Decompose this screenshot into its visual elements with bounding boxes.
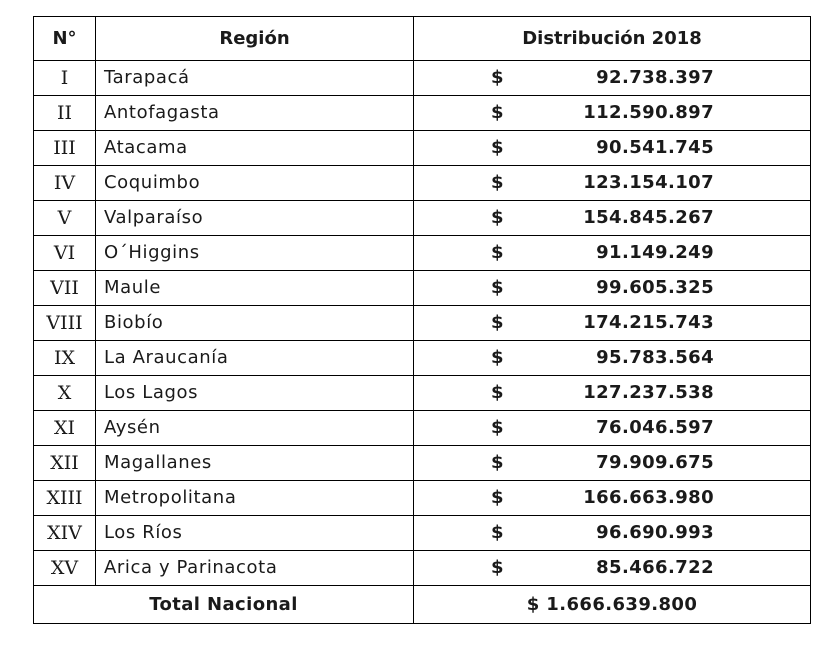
region-name: Tarapacá — [96, 61, 414, 96]
region-name: Los Lagos — [96, 376, 414, 411]
currency-symbol: $ — [491, 277, 504, 298]
region-number: III — [34, 131, 96, 166]
region-name: Los Ríos — [96, 516, 414, 551]
region-amount: 99.605.325 — [596, 277, 714, 298]
total-row — [34, 586, 811, 624]
region-number: II — [34, 96, 96, 131]
region-name: Antofagasta — [96, 96, 414, 131]
table-row — [34, 481, 811, 516]
region-amount-cell — [414, 96, 811, 131]
table-row — [34, 61, 811, 96]
region-name: Biobío — [96, 306, 414, 341]
table-row — [34, 166, 811, 201]
region-name: Valparaíso — [96, 201, 414, 236]
header-distribution: Distribución 2018 — [414, 17, 811, 61]
region-number: XV — [34, 551, 96, 586]
currency-symbol: $ — [491, 102, 504, 123]
region-name: O´Higgins — [96, 236, 414, 271]
region-amount-cell — [414, 411, 811, 446]
region-amount: 112.590.897 — [583, 102, 714, 123]
table-row — [34, 271, 811, 306]
distribution-table — [33, 16, 811, 624]
currency-symbol: $ — [491, 207, 504, 228]
region-name: Arica y Parinacota — [96, 551, 414, 586]
currency-symbol: $ — [491, 312, 504, 333]
currency-symbol: $ — [491, 67, 504, 88]
region-amount: 127.237.538 — [583, 382, 714, 403]
region-number: I — [34, 61, 96, 96]
table-row — [34, 201, 811, 236]
region-number: XII — [34, 446, 96, 481]
currency-symbol: $ — [491, 557, 504, 578]
distribution-table-container — [33, 16, 811, 624]
currency-symbol: $ — [491, 452, 504, 473]
region-amount: 76.046.597 — [596, 417, 714, 438]
region-number: VII — [34, 271, 96, 306]
region-amount-cell — [414, 306, 811, 341]
region-amount-cell — [414, 516, 811, 551]
currency-symbol: $ — [491, 522, 504, 543]
region-amount: 174.215.743 — [583, 312, 714, 333]
table-row — [34, 96, 811, 131]
region-amount-cell — [414, 166, 811, 201]
table-row — [34, 376, 811, 411]
header-region: Región — [96, 17, 414, 61]
region-name: Maule — [96, 271, 414, 306]
region-number: V — [34, 201, 96, 236]
region-number: X — [34, 376, 96, 411]
region-amount-cell — [414, 201, 811, 236]
table-header-row — [34, 17, 811, 61]
table-row — [34, 446, 811, 481]
currency-symbol: $ — [491, 172, 504, 193]
region-amount-cell — [414, 446, 811, 481]
region-amount-cell — [414, 341, 811, 376]
table-row — [34, 131, 811, 166]
total-amount: $ 1.666.639.800 — [414, 586, 811, 624]
region-amount-cell — [414, 481, 811, 516]
currency-symbol: $ — [491, 242, 504, 263]
region-number: VI — [34, 236, 96, 271]
table-row — [34, 341, 811, 376]
region-number: XIV — [34, 516, 96, 551]
region-amount-cell — [414, 236, 811, 271]
currency-symbol: $ — [491, 137, 504, 158]
currency-symbol: $ — [491, 347, 504, 368]
region-amount: 85.466.722 — [596, 557, 714, 578]
region-number: IX — [34, 341, 96, 376]
region-amount: 91.149.249 — [596, 242, 714, 263]
region-amount: 96.690.993 — [596, 522, 714, 543]
region-number: XIII — [34, 481, 96, 516]
region-amount-cell — [414, 551, 811, 586]
region-amount-cell — [414, 131, 811, 166]
region-amount: 79.909.675 — [596, 452, 714, 473]
region-name: Atacama — [96, 131, 414, 166]
region-amount: 95.783.564 — [596, 347, 714, 368]
currency-symbol: $ — [491, 382, 504, 403]
total-label: Total Nacional — [34, 586, 414, 624]
region-amount-cell — [414, 61, 811, 96]
region-name: Magallanes — [96, 446, 414, 481]
region-amount: 90.541.745 — [596, 137, 714, 158]
table-row — [34, 236, 811, 271]
region-amount-cell — [414, 271, 811, 306]
region-number: VIII — [34, 306, 96, 341]
region-name: Metropolitana — [96, 481, 414, 516]
region-name: La Araucanía — [96, 341, 414, 376]
region-name: Coquimbo — [96, 166, 414, 201]
region-amount: 154.845.267 — [583, 207, 714, 228]
region-amount-cell — [414, 376, 811, 411]
table-row — [34, 411, 811, 446]
table-row — [34, 551, 811, 586]
region-number: XI — [34, 411, 96, 446]
region-amount: 123.154.107 — [583, 172, 714, 193]
currency-symbol: $ — [491, 417, 504, 438]
region-amount: 92.738.397 — [596, 67, 714, 88]
header-number: N° — [34, 17, 96, 61]
region-amount: 166.663.980 — [583, 487, 714, 508]
region-name: Aysén — [96, 411, 414, 446]
table-row — [34, 516, 811, 551]
region-number: IV — [34, 166, 96, 201]
currency-symbol: $ — [491, 487, 504, 508]
table-row — [34, 306, 811, 341]
